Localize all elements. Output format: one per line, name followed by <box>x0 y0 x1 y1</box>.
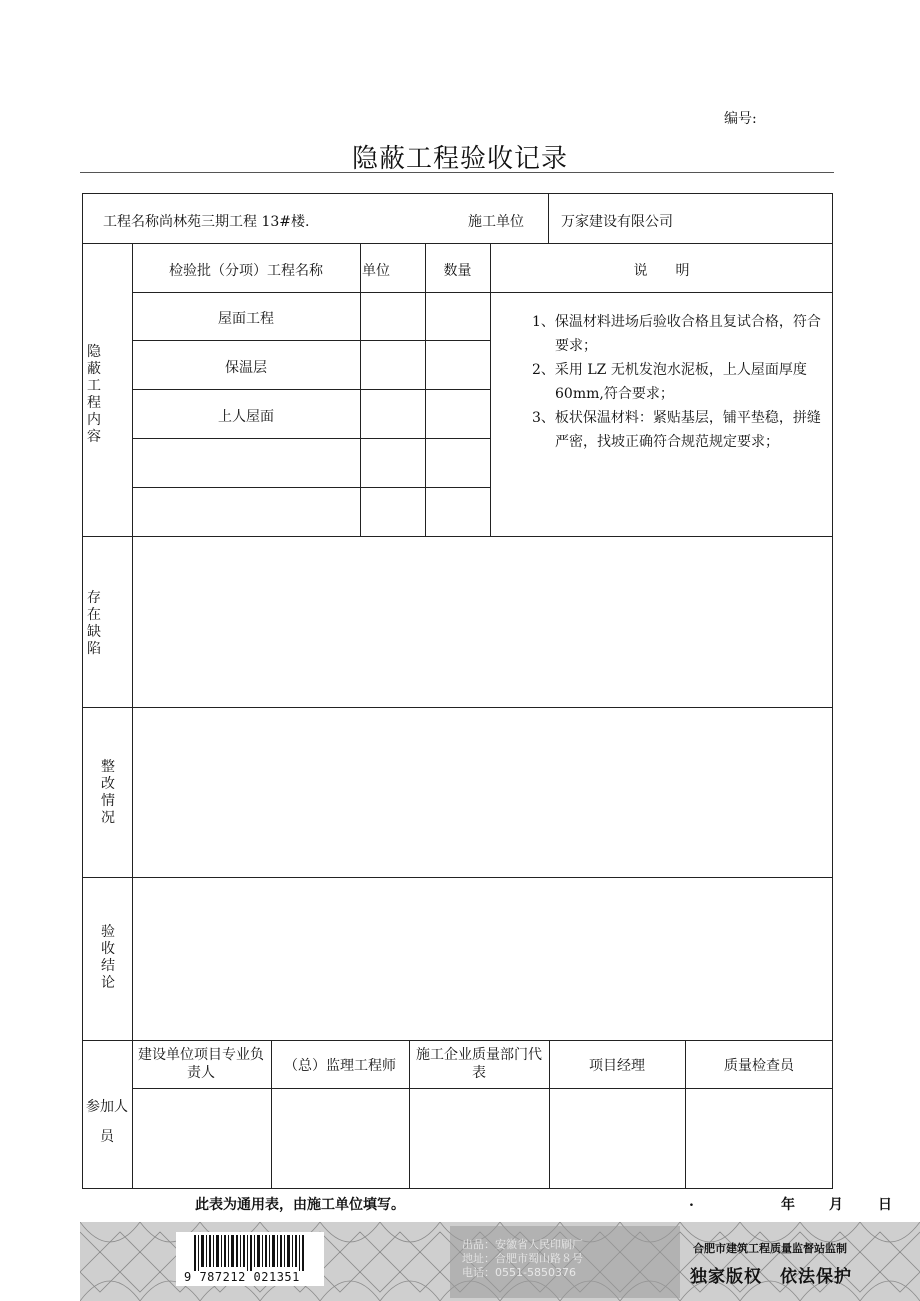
note-item: 1、保温材料进场后验收合格且复试合格，符合要求； <box>532 314 821 354</box>
serial-number-label: 编号: <box>724 111 757 127</box>
publisher-info <box>462 1238 583 1280</box>
title-underline <box>80 172 834 173</box>
item-name-cell: 上人屋面 <box>218 409 274 425</box>
project-name: 工程名称尚林苑三期工程 13#楼. <box>103 214 310 230</box>
supervising-agency: 合肥市建筑工程质量监督站监制 <box>693 1242 847 1255</box>
divider <box>132 389 490 390</box>
divider <box>82 877 833 878</box>
item-name-cell: 屋面工程 <box>218 311 274 327</box>
column-header-quantity: 数量 <box>443 263 472 279</box>
footer-note: 此表为通用表，由施工单位填写。 <box>195 1197 405 1213</box>
date-year-label: 年 <box>781 1197 795 1213</box>
participant-header-inspector: 质量检查员 <box>724 1058 794 1074</box>
divider <box>82 1040 833 1041</box>
divider <box>548 193 549 243</box>
column-header-item-name: 检验批（分项）工程名称 <box>169 263 323 279</box>
publisher-phone: 电话：0551-5850376 <box>462 1266 576 1279</box>
date-month-label: 月 <box>829 1197 843 1213</box>
participants-label: 参加人员 <box>86 1099 128 1145</box>
form-title: 隐蔽工程验收记录 <box>351 144 568 174</box>
copyright-slogan: 独家版权 依法保护 <box>690 1267 852 1287</box>
divider <box>490 243 491 536</box>
divider <box>82 243 833 244</box>
participant-header-project-manager: 项目经理 <box>589 1058 645 1074</box>
date-day-label: 日 <box>878 1197 892 1213</box>
barcode-bars <box>194 1235 342 1275</box>
hidden-work-label: 隐蔽工程内容 <box>87 344 101 445</box>
footer-dot: . <box>689 1194 694 1210</box>
divider <box>132 292 833 293</box>
participant-header-quality-rep: 施工企业质量部门代表 <box>416 1047 542 1081</box>
publisher-address: 地址：合肥市蜀山路８号 <box>462 1252 583 1265</box>
divider <box>132 487 490 488</box>
conclusion-label: 验收结论 <box>101 924 115 991</box>
defects-label: 存在缺陷 <box>87 590 101 657</box>
divider <box>132 438 490 439</box>
contractor-value: 万家建设有限公司 <box>561 214 673 230</box>
contractor-label: 施工单位 <box>468 214 524 230</box>
publisher-name: 出品：安徽省人民印刷厂 <box>462 1238 583 1251</box>
column-header-description: 说 明 <box>633 263 690 279</box>
note-item: 2、采用 LZ 无机发泡水泥板，上人屋面厚度 60mm,符合要求； <box>532 362 807 402</box>
divider <box>132 340 490 341</box>
divider <box>132 1088 833 1089</box>
participant-header-owner: 建设单位项目专业负责人 <box>138 1047 264 1081</box>
item-name-cell: 保温层 <box>225 360 267 376</box>
column-header-unit: 单位 <box>362 263 390 279</box>
divider <box>409 1040 410 1189</box>
divider <box>132 243 133 1189</box>
rectification-label: 整改情况 <box>101 759 115 826</box>
divider <box>82 707 833 708</box>
participant-header-supervisor: （总）监理工程师 <box>284 1058 396 1074</box>
note-item: 3、板状保温材料：紧贴基层，铺平垫稳，拼缝严密，找坡正确符合规范规定要求； <box>532 410 821 450</box>
description-notes <box>532 310 830 454</box>
divider <box>82 536 833 537</box>
barcode <box>176 1232 324 1286</box>
barcode-number: 9 787212 021351 <box>184 1270 300 1284</box>
